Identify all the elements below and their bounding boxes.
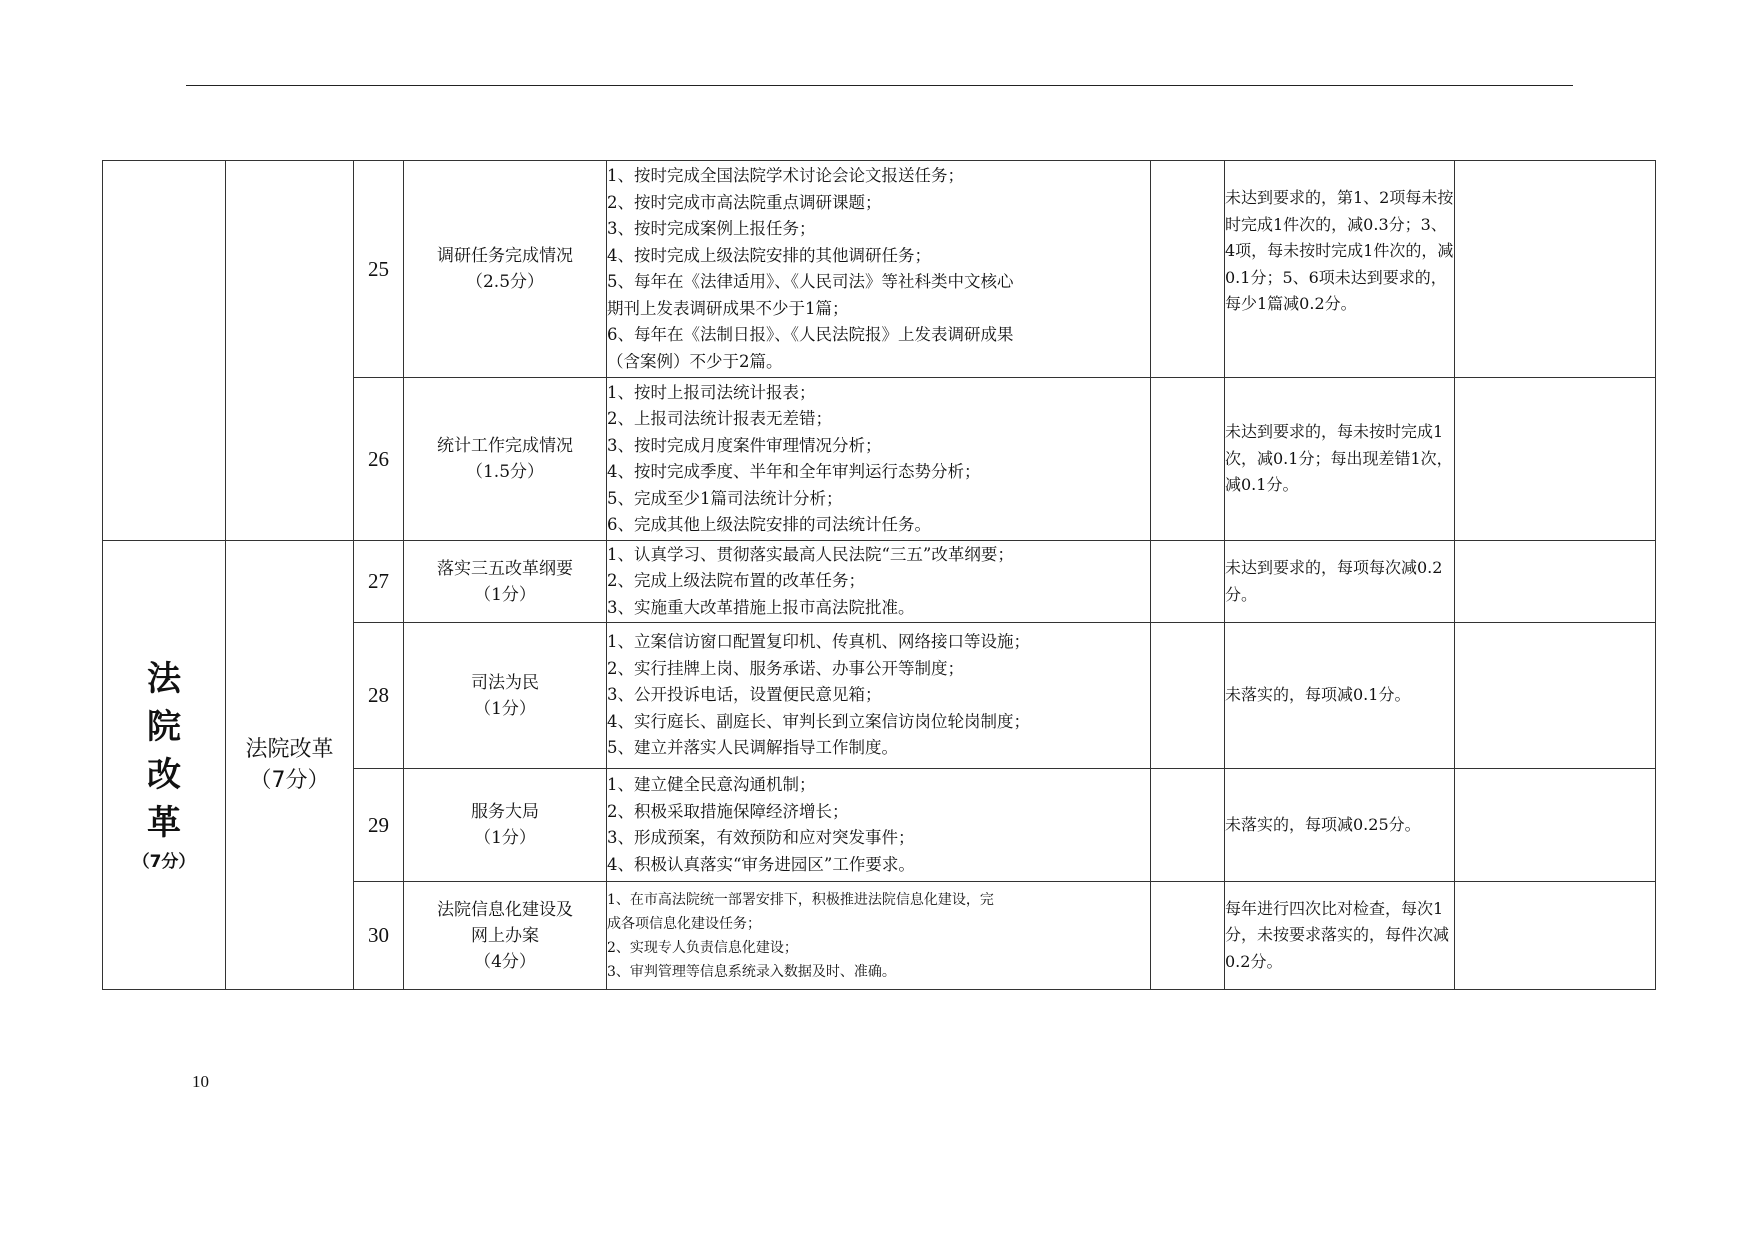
deduction-criteria: 每年进行四次比对检查，每次1分，未按要求落实的，每件次减0.2分。 [1225, 882, 1455, 990]
score-cell [1151, 378, 1225, 541]
table-row [103, 161, 1656, 378]
requirement-line: 6、完成其他上级法院安排的司法统计任务。 [607, 515, 931, 534]
category-points: （7分） [132, 852, 196, 872]
item-number: 25 [354, 161, 404, 378]
score-cell [1151, 769, 1225, 882]
subcategory-name: 法院改革 [245, 737, 334, 762]
requirement-line: 2、完成上级法院布置的改革任务； [607, 571, 865, 591]
item-points: （2.5分） [465, 272, 545, 292]
remarks-cell [1455, 378, 1656, 541]
item-name [404, 541, 607, 623]
page-number: 10 [192, 1072, 209, 1091]
score-cell [1151, 882, 1225, 990]
item-points: （1分） [474, 584, 536, 605]
requirements [607, 882, 1151, 990]
requirement-line: 4、实行庭长、副庭长、审判长到立案信访岗位轮岗制度； [607, 711, 1030, 731]
requirements [607, 378, 1151, 541]
item-title: 网上办案 [471, 925, 539, 946]
remarks-cell [1455, 623, 1656, 769]
requirement-line: 5、完成至少1篇司法统计分析； [607, 488, 843, 508]
remarks-cell [1455, 769, 1656, 882]
subcategory-points: （7分） [249, 768, 330, 793]
item-name [404, 769, 607, 882]
requirement-line: 3、公开投诉电话，设置便民意见箱； [607, 685, 882, 705]
item-points: （1.5分） [465, 462, 545, 482]
deduction-criteria: 未落实的，每项减0.25分。 [1225, 769, 1455, 882]
requirement-line: 2、实现专人负责信息化建设； [607, 939, 798, 956]
item-title: 法院信息化建设及 [437, 899, 573, 920]
requirements [607, 161, 1151, 378]
requirement-line: 1、在市高法院统一部署安排下，积极推进法院信息化建设，完 [607, 891, 994, 908]
item-title: 调研任务完成情况 [437, 246, 573, 266]
remarks-cell [1455, 882, 1656, 990]
requirement-line: 2、实行挂牌上岗、服务承诺、办事公开等制度； [607, 658, 964, 678]
item-name [404, 882, 607, 990]
category-char: 革 [147, 803, 181, 843]
requirements [607, 769, 1151, 882]
requirement-line: 4、按时完成上级法院安排的其他调研任务； [607, 245, 931, 265]
score-cell [1151, 161, 1225, 378]
item-number: 28 [354, 623, 404, 769]
requirement-line: （含案例）不少于2篇。 [607, 351, 783, 371]
deduction-criteria: 未落实的，每项减0.1分。 [1225, 623, 1455, 769]
requirement-line: 5、每年在《法律适用》、《人民司法》等社科类中文核心 [607, 272, 1014, 291]
requirement-line: 2、按时完成市高法院重点调研课题； [607, 192, 882, 212]
item-points: （1分） [474, 828, 536, 848]
requirement-line: 1、立案信访窗口配置复印机、传真机、网络接口等设施； [607, 632, 1030, 652]
requirements [607, 623, 1151, 769]
item-title: 司法为民 [471, 672, 539, 693]
item-title: 落实三五改革纲要 [437, 558, 573, 579]
deduction-criteria: 未达到要求的，第1、2项每未按时完成1件次的，减0.3分；3、4项，每未按时完成1件次的，减0.1分；5、6项未达到要求的，每少1篇减0.2分。 [1225, 161, 1455, 378]
requirement-line: 2、积极采取措施保障经济增长； [607, 801, 849, 821]
category-char: 法 [147, 659, 181, 699]
deduction-criteria: 未达到要求的，每项每次减0.2分。 [1225, 541, 1455, 623]
requirement-line: 4、积极认真落实“审务进园区”工作要求。 [607, 854, 915, 874]
evaluation-table [102, 160, 1656, 990]
item-name [404, 623, 607, 769]
item-number: 27 [354, 541, 404, 623]
score-cell [1151, 541, 1225, 623]
requirement-line: 期刊上发表调研成果不少于1篇； [607, 298, 849, 318]
requirements [607, 541, 1151, 623]
item-points: （4分） [474, 951, 536, 972]
table-row [103, 541, 1656, 623]
requirement-line: 1、认真学习、贯彻落实最高人民法院“三五”改革纲要； [607, 544, 1014, 564]
requirement-line: 6、每年在《法制日报》、《人民法院报》上发表调研成果 [607, 325, 1014, 344]
category-char: 改 [147, 755, 181, 795]
header-rule [186, 85, 1573, 86]
requirement-line: 5、建立并落实人民调解指导工作制度。 [607, 738, 898, 758]
item-number: 29 [354, 769, 404, 882]
category-cell-empty [103, 161, 226, 541]
item-title: 统计工作完成情况 [437, 436, 573, 456]
score-cell [1151, 623, 1225, 769]
subcategory-court-reform [226, 541, 354, 990]
item-name [404, 161, 607, 378]
deduction-criteria: 未达到要求的，每未按时完成1次，减0.1分；每出现差错1次，减0.1分。 [1225, 378, 1455, 541]
item-points: （1分） [474, 698, 536, 719]
requirement-line: 3、实施重大改革措施上报市高法院批准。 [607, 597, 915, 617]
item-number: 30 [354, 882, 404, 990]
item-name [404, 378, 607, 541]
requirement-line: 3、审判管理等信息系统录入数据及时、准确。 [607, 963, 896, 980]
remarks-cell [1455, 161, 1656, 378]
requirement-line: 1、按时完成全国法院学术讨论会论文报送任务； [607, 166, 964, 185]
remarks-cell [1455, 541, 1656, 623]
requirement-line: 成各项信息化建设任务； [607, 915, 761, 932]
category-char: 院 [147, 707, 181, 747]
requirement-line: 3、按时完成月度案件审理情况分析； [607, 435, 882, 455]
item-title: 服务大局 [471, 802, 539, 822]
item-number: 26 [354, 378, 404, 541]
requirement-line: 3、形成预案，有效预防和应对突发事件； [607, 828, 915, 847]
subcategory-cell-empty [226, 161, 354, 541]
requirement-line: 1、建立健全民意沟通机制； [607, 775, 816, 794]
requirement-line: 2、上报司法统计报表无差错； [607, 409, 832, 428]
category-court-reform [103, 541, 226, 990]
requirement-line: 4、按时完成季度、半年和全年审判运行态势分析； [607, 462, 981, 481]
requirement-line: 3、按时完成案例上报任务； [607, 219, 816, 238]
requirement-line: 1、按时上报司法统计报表； [607, 382, 816, 402]
